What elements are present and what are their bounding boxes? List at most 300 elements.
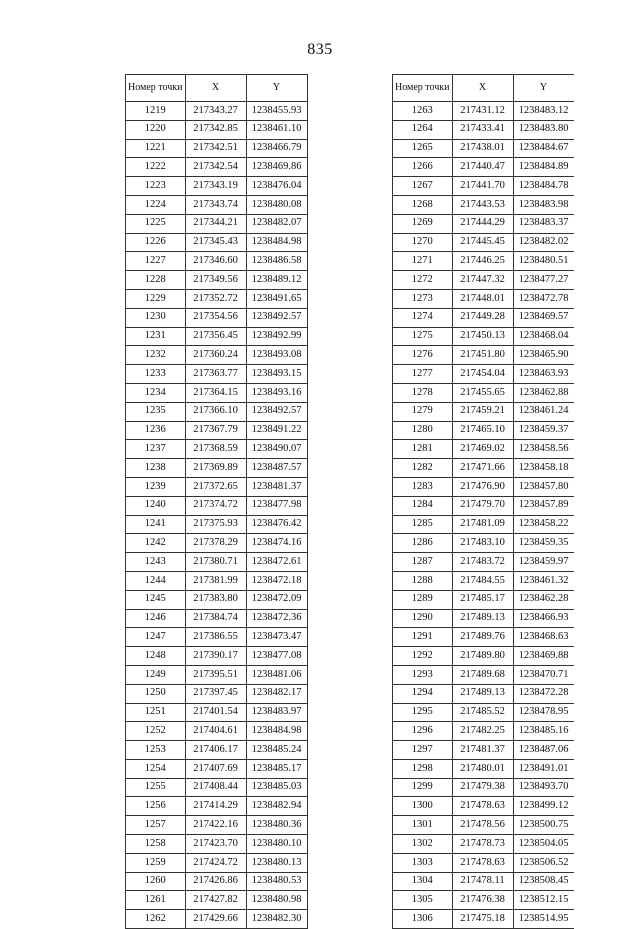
x-coordinate-cell: 217397.45 xyxy=(185,684,246,703)
point-number-cell: 1297 xyxy=(393,741,453,760)
table-row xyxy=(126,891,308,910)
x-coordinate-cell: 217484.55 xyxy=(452,571,513,590)
point-number-cell: 1288 xyxy=(393,571,453,590)
point-number-cell: 1230 xyxy=(126,308,186,327)
y-coordinate-cell: 1238484.78 xyxy=(513,177,574,196)
y-coordinate-cell: 1238514.95 xyxy=(513,910,574,929)
point-number-cell: 1219 xyxy=(126,102,186,121)
x-coordinate-cell: 217478.11 xyxy=(452,872,513,891)
point-number-cell: 1295 xyxy=(393,703,453,722)
x-coordinate-cell: 217441.70 xyxy=(452,177,513,196)
table-row xyxy=(393,214,574,233)
point-number-cell: 1281 xyxy=(393,440,453,459)
y-coordinate-cell: 1238482.17 xyxy=(246,684,307,703)
x-coordinate-cell: 217479.38 xyxy=(452,778,513,797)
x-coordinate-cell: 217345.43 xyxy=(185,233,246,252)
x-coordinate-cell: 217408.44 xyxy=(185,778,246,797)
point-number-cell: 1226 xyxy=(126,233,186,252)
point-number-cell: 1221 xyxy=(126,139,186,158)
coordinates-table-right xyxy=(392,74,574,929)
y-coordinate-cell: 1238480.10 xyxy=(246,835,307,854)
table-row xyxy=(393,477,574,496)
y-coordinate-cell: 1238487.57 xyxy=(246,459,307,478)
table-row xyxy=(393,383,574,402)
header-point-number: Номер точки xyxy=(393,75,453,102)
x-coordinate-cell: 217485.17 xyxy=(452,590,513,609)
point-number-cell: 1296 xyxy=(393,722,453,741)
x-coordinate-cell: 217478.63 xyxy=(452,797,513,816)
y-coordinate-cell: 1238492.99 xyxy=(246,327,307,346)
table-row xyxy=(126,440,308,459)
x-coordinate-cell: 217454.04 xyxy=(452,365,513,384)
x-coordinate-cell: 217401.54 xyxy=(185,703,246,722)
y-coordinate-cell: 1238493.15 xyxy=(246,365,307,384)
point-number-cell: 1227 xyxy=(126,252,186,271)
y-coordinate-cell: 1238472.36 xyxy=(246,609,307,628)
y-coordinate-cell: 1238493.08 xyxy=(246,346,307,365)
x-coordinate-cell: 217390.17 xyxy=(185,647,246,666)
y-coordinate-cell: 1238491.65 xyxy=(246,289,307,308)
point-number-cell: 1246 xyxy=(126,609,186,628)
x-coordinate-cell: 217479.70 xyxy=(452,496,513,515)
y-coordinate-cell: 1238482.02 xyxy=(513,233,574,252)
x-coordinate-cell: 217407.69 xyxy=(185,759,246,778)
point-number-cell: 1238 xyxy=(126,459,186,478)
point-number-cell: 1264 xyxy=(393,120,453,139)
point-number-cell: 1228 xyxy=(126,271,186,290)
x-coordinate-cell: 217445.45 xyxy=(452,233,513,252)
table-row xyxy=(126,496,308,515)
point-number-cell: 1273 xyxy=(393,289,453,308)
x-coordinate-cell: 217369.89 xyxy=(185,459,246,478)
y-coordinate-cell: 1238512.15 xyxy=(513,891,574,910)
point-number-cell: 1247 xyxy=(126,628,186,647)
y-coordinate-cell: 1238477.08 xyxy=(246,647,307,666)
y-coordinate-cell: 1238483.37 xyxy=(513,214,574,233)
table-row xyxy=(393,271,574,290)
table-row xyxy=(126,647,308,666)
y-coordinate-cell: 1238480.08 xyxy=(246,195,307,214)
y-coordinate-cell: 1238481.06 xyxy=(246,665,307,684)
x-coordinate-cell: 217352.72 xyxy=(185,289,246,308)
y-coordinate-cell: 1238486.58 xyxy=(246,252,307,271)
point-number-cell: 1300 xyxy=(393,797,453,816)
point-number-cell: 1284 xyxy=(393,496,453,515)
point-number-cell: 1304 xyxy=(393,872,453,891)
x-coordinate-cell: 217448.01 xyxy=(452,289,513,308)
table-row xyxy=(126,609,308,628)
y-coordinate-cell: 1238480.36 xyxy=(246,816,307,835)
table-row xyxy=(126,233,308,252)
x-coordinate-cell: 217480.01 xyxy=(452,759,513,778)
point-number-cell: 1271 xyxy=(393,252,453,271)
y-coordinate-cell: 1238482.07 xyxy=(246,214,307,233)
x-coordinate-cell: 217475.18 xyxy=(452,910,513,929)
point-number-cell: 1276 xyxy=(393,346,453,365)
x-coordinate-cell: 217424.72 xyxy=(185,853,246,872)
y-coordinate-cell: 1238482.30 xyxy=(246,910,307,929)
y-coordinate-cell: 1238466.79 xyxy=(246,139,307,158)
table-row xyxy=(126,778,308,797)
point-number-cell: 1303 xyxy=(393,853,453,872)
table-row xyxy=(126,177,308,196)
x-coordinate-cell: 217356.45 xyxy=(185,327,246,346)
x-coordinate-cell: 217368.59 xyxy=(185,440,246,459)
x-coordinate-cell: 217346.60 xyxy=(185,252,246,271)
point-number-cell: 1272 xyxy=(393,271,453,290)
table-row xyxy=(393,741,574,760)
point-number-cell: 1255 xyxy=(126,778,186,797)
point-number-cell: 1245 xyxy=(126,590,186,609)
point-number-cell: 1232 xyxy=(126,346,186,365)
x-coordinate-cell: 217451.80 xyxy=(452,346,513,365)
x-coordinate-cell: 217372.65 xyxy=(185,477,246,496)
point-number-cell: 1306 xyxy=(393,910,453,929)
y-coordinate-cell: 1238508.45 xyxy=(513,872,574,891)
point-number-cell: 1285 xyxy=(393,515,453,534)
x-coordinate-cell: 217481.09 xyxy=(452,515,513,534)
table-row xyxy=(126,571,308,590)
y-coordinate-cell: 1238483.12 xyxy=(513,102,574,121)
table-row xyxy=(126,703,308,722)
table-row xyxy=(393,252,574,271)
table-row xyxy=(126,477,308,496)
x-coordinate-cell: 217483.72 xyxy=(452,553,513,572)
point-number-cell: 1275 xyxy=(393,327,453,346)
table-row xyxy=(393,421,574,440)
table-row xyxy=(126,252,308,271)
y-coordinate-cell: 1238485.17 xyxy=(246,759,307,778)
y-coordinate-cell: 1238493.16 xyxy=(246,383,307,402)
x-coordinate-cell: 217478.63 xyxy=(452,853,513,872)
table-row xyxy=(126,289,308,308)
point-number-cell: 1263 xyxy=(393,102,453,121)
table-row xyxy=(393,628,574,647)
y-coordinate-cell: 1238477.27 xyxy=(513,271,574,290)
y-coordinate-cell: 1238461.10 xyxy=(246,120,307,139)
y-coordinate-cell: 1238500.75 xyxy=(513,816,574,835)
table-row xyxy=(126,120,308,139)
x-coordinate-cell: 217375.93 xyxy=(185,515,246,534)
y-coordinate-cell: 1238473.47 xyxy=(246,628,307,647)
x-coordinate-cell: 217384.74 xyxy=(185,609,246,628)
table-row xyxy=(393,778,574,797)
x-coordinate-cell: 217360.24 xyxy=(185,346,246,365)
x-coordinate-cell: 217482.25 xyxy=(452,722,513,741)
x-coordinate-cell: 217476.38 xyxy=(452,891,513,910)
x-coordinate-cell: 217386.55 xyxy=(185,628,246,647)
table-row xyxy=(126,628,308,647)
header-x: X xyxy=(452,75,513,102)
table-row xyxy=(393,590,574,609)
x-coordinate-cell: 217429.66 xyxy=(185,910,246,929)
x-coordinate-cell: 217489.13 xyxy=(452,609,513,628)
table-row xyxy=(126,684,308,703)
y-coordinate-cell: 1238487.06 xyxy=(513,741,574,760)
table-row xyxy=(393,158,574,177)
y-coordinate-cell: 1238480.13 xyxy=(246,853,307,872)
y-coordinate-cell: 1238483.97 xyxy=(246,703,307,722)
table-row xyxy=(393,534,574,553)
point-number-cell: 1223 xyxy=(126,177,186,196)
table-row xyxy=(393,703,574,722)
point-number-cell: 1220 xyxy=(126,120,186,139)
point-number-cell: 1243 xyxy=(126,553,186,572)
table-row xyxy=(393,665,574,684)
point-number-cell: 1231 xyxy=(126,327,186,346)
x-coordinate-cell: 217422.16 xyxy=(185,816,246,835)
y-coordinate-cell: 1238492.57 xyxy=(246,308,307,327)
table-row xyxy=(393,195,574,214)
y-coordinate-cell: 1238484.98 xyxy=(246,233,307,252)
point-number-cell: 1286 xyxy=(393,534,453,553)
point-number-cell: 1257 xyxy=(126,816,186,835)
point-number-cell: 1234 xyxy=(126,383,186,402)
point-number-cell: 1224 xyxy=(126,195,186,214)
table-row xyxy=(126,872,308,891)
table-row xyxy=(393,835,574,854)
x-coordinate-cell: 217447.32 xyxy=(452,271,513,290)
table-row xyxy=(393,308,574,327)
x-coordinate-cell: 217444.29 xyxy=(452,214,513,233)
point-number-cell: 1258 xyxy=(126,835,186,854)
x-coordinate-cell: 217489.13 xyxy=(452,684,513,703)
table-row xyxy=(393,289,574,308)
x-coordinate-cell: 217489.80 xyxy=(452,647,513,666)
y-coordinate-cell: 1238483.80 xyxy=(513,120,574,139)
table-row xyxy=(393,872,574,891)
point-number-cell: 1262 xyxy=(126,910,186,929)
x-coordinate-cell: 217438.01 xyxy=(452,139,513,158)
y-coordinate-cell: 1238455.93 xyxy=(246,102,307,121)
table-row xyxy=(126,910,308,929)
point-number-cell: 1248 xyxy=(126,647,186,666)
table-row xyxy=(126,515,308,534)
x-coordinate-cell: 217459.21 xyxy=(452,402,513,421)
table-row xyxy=(393,233,574,252)
table-row xyxy=(126,459,308,478)
x-coordinate-cell: 217383.80 xyxy=(185,590,246,609)
table-row xyxy=(126,665,308,684)
point-number-cell: 1259 xyxy=(126,853,186,872)
y-coordinate-cell: 1238459.37 xyxy=(513,421,574,440)
x-coordinate-cell: 217469.02 xyxy=(452,440,513,459)
y-coordinate-cell: 1238461.24 xyxy=(513,402,574,421)
point-number-cell: 1287 xyxy=(393,553,453,572)
y-coordinate-cell: 1238469.88 xyxy=(513,647,574,666)
x-coordinate-cell: 217489.76 xyxy=(452,628,513,647)
point-number-cell: 1290 xyxy=(393,609,453,628)
table-row xyxy=(393,684,574,703)
x-coordinate-cell: 217481.37 xyxy=(452,741,513,760)
point-number-cell: 1283 xyxy=(393,477,453,496)
table-row xyxy=(126,741,308,760)
point-number-cell: 1235 xyxy=(126,402,186,421)
page-number: 835 xyxy=(307,41,333,58)
table-row xyxy=(393,440,574,459)
y-coordinate-cell: 1238472.78 xyxy=(513,289,574,308)
y-coordinate-cell: 1238476.42 xyxy=(246,515,307,534)
table-row xyxy=(126,402,308,421)
point-number-cell: 1298 xyxy=(393,759,453,778)
point-number-cell: 1249 xyxy=(126,665,186,684)
x-coordinate-cell: 217404.61 xyxy=(185,722,246,741)
point-number-cell: 1222 xyxy=(126,158,186,177)
table-row xyxy=(393,722,574,741)
table-row xyxy=(393,816,574,835)
y-coordinate-cell: 1238492.57 xyxy=(246,402,307,421)
y-coordinate-cell: 1238477.98 xyxy=(246,496,307,515)
y-coordinate-cell: 1238474.16 xyxy=(246,534,307,553)
point-number-cell: 1254 xyxy=(126,759,186,778)
x-coordinate-cell: 217426.86 xyxy=(185,872,246,891)
table-row xyxy=(126,853,308,872)
point-number-cell: 1269 xyxy=(393,214,453,233)
y-coordinate-cell: 1238499.12 xyxy=(513,797,574,816)
table-row xyxy=(393,609,574,628)
table-row xyxy=(393,177,574,196)
table-row xyxy=(126,158,308,177)
table-row xyxy=(126,553,308,572)
y-coordinate-cell: 1238485.03 xyxy=(246,778,307,797)
point-number-cell: 1250 xyxy=(126,684,186,703)
y-coordinate-cell: 1238466.93 xyxy=(513,609,574,628)
table-row xyxy=(393,797,574,816)
y-coordinate-cell: 1238470.71 xyxy=(513,665,574,684)
x-coordinate-cell: 217374.72 xyxy=(185,496,246,515)
table-row xyxy=(126,590,308,609)
point-number-cell: 1274 xyxy=(393,308,453,327)
table-row xyxy=(126,722,308,741)
y-coordinate-cell: 1238491.01 xyxy=(513,759,574,778)
y-coordinate-cell: 1238458.22 xyxy=(513,515,574,534)
x-coordinate-cell: 217483.10 xyxy=(452,534,513,553)
table-row xyxy=(126,214,308,233)
table-row xyxy=(393,853,574,872)
y-coordinate-cell: 1238468.04 xyxy=(513,327,574,346)
point-number-cell: 1267 xyxy=(393,177,453,196)
y-coordinate-cell: 1238469.86 xyxy=(246,158,307,177)
x-coordinate-cell: 217349.56 xyxy=(185,271,246,290)
y-coordinate-cell: 1238480.98 xyxy=(246,891,307,910)
x-coordinate-cell: 217478.73 xyxy=(452,835,513,854)
header-point-number: Номер точки xyxy=(126,75,186,102)
table-row xyxy=(126,346,308,365)
y-coordinate-cell: 1238459.97 xyxy=(513,553,574,572)
point-number-cell: 1225 xyxy=(126,214,186,233)
point-number-cell: 1241 xyxy=(126,515,186,534)
right-table-body xyxy=(393,102,574,929)
y-coordinate-cell: 1238484.67 xyxy=(513,139,574,158)
y-coordinate-cell: 1238491.22 xyxy=(246,421,307,440)
table-row xyxy=(126,816,308,835)
point-number-cell: 1299 xyxy=(393,778,453,797)
x-coordinate-cell: 217342.85 xyxy=(185,120,246,139)
x-coordinate-cell: 217471.66 xyxy=(452,459,513,478)
table-row xyxy=(393,102,574,121)
y-coordinate-cell: 1238468.63 xyxy=(513,628,574,647)
y-coordinate-cell: 1238482.94 xyxy=(246,797,307,816)
point-number-cell: 1261 xyxy=(126,891,186,910)
point-number-cell: 1289 xyxy=(393,590,453,609)
y-coordinate-cell: 1238485.16 xyxy=(513,722,574,741)
x-coordinate-cell: 217343.74 xyxy=(185,195,246,214)
y-coordinate-cell: 1238472.09 xyxy=(246,590,307,609)
y-coordinate-cell: 1238480.51 xyxy=(513,252,574,271)
header-y: Y xyxy=(246,75,307,102)
table-row xyxy=(393,647,574,666)
table-row xyxy=(393,891,574,910)
y-coordinate-cell: 1238483.98 xyxy=(513,195,574,214)
x-coordinate-cell: 217380.71 xyxy=(185,553,246,572)
x-coordinate-cell: 217433.41 xyxy=(452,120,513,139)
point-number-cell: 1252 xyxy=(126,722,186,741)
y-coordinate-cell: 1238469.57 xyxy=(513,308,574,327)
table-row xyxy=(393,327,574,346)
y-coordinate-cell: 1238465.90 xyxy=(513,346,574,365)
point-number-cell: 1251 xyxy=(126,703,186,722)
table-row xyxy=(393,910,574,929)
header-x: X xyxy=(185,75,246,102)
point-number-cell: 1229 xyxy=(126,289,186,308)
table-row xyxy=(126,835,308,854)
table-row xyxy=(393,346,574,365)
point-number-cell: 1265 xyxy=(393,139,453,158)
point-number-cell: 1301 xyxy=(393,816,453,835)
y-coordinate-cell: 1238484.98 xyxy=(246,722,307,741)
point-number-cell: 1237 xyxy=(126,440,186,459)
y-coordinate-cell: 1238485.24 xyxy=(246,741,307,760)
y-coordinate-cell: 1238481.37 xyxy=(246,477,307,496)
x-coordinate-cell: 217450.13 xyxy=(452,327,513,346)
table-row xyxy=(126,271,308,290)
point-number-cell: 1292 xyxy=(393,647,453,666)
y-coordinate-cell: 1238484.89 xyxy=(513,158,574,177)
x-coordinate-cell: 217455.65 xyxy=(452,383,513,402)
x-coordinate-cell: 217465.10 xyxy=(452,421,513,440)
table-row xyxy=(393,496,574,515)
y-coordinate-cell: 1238463.93 xyxy=(513,365,574,384)
x-coordinate-cell: 217344.21 xyxy=(185,214,246,233)
point-number-cell: 1244 xyxy=(126,571,186,590)
y-coordinate-cell: 1238504.05 xyxy=(513,835,574,854)
table-row xyxy=(126,195,308,214)
x-coordinate-cell: 217446.25 xyxy=(452,252,513,271)
x-coordinate-cell: 217364.15 xyxy=(185,383,246,402)
x-coordinate-cell: 217354.56 xyxy=(185,308,246,327)
point-number-cell: 1242 xyxy=(126,534,186,553)
point-number-cell: 1294 xyxy=(393,684,453,703)
x-coordinate-cell: 217381.99 xyxy=(185,571,246,590)
y-coordinate-cell: 1238472.28 xyxy=(513,684,574,703)
x-coordinate-cell: 217489.68 xyxy=(452,665,513,684)
y-coordinate-cell: 1238458.56 xyxy=(513,440,574,459)
y-coordinate-cell: 1238457.80 xyxy=(513,477,574,496)
coordinates-table-left xyxy=(125,74,308,929)
point-number-cell: 1268 xyxy=(393,195,453,214)
point-number-cell: 1282 xyxy=(393,459,453,478)
point-number-cell: 1233 xyxy=(126,365,186,384)
point-number-cell: 1291 xyxy=(393,628,453,647)
point-number-cell: 1305 xyxy=(393,891,453,910)
y-coordinate-cell: 1238489.12 xyxy=(246,271,307,290)
table-row xyxy=(393,139,574,158)
table-row xyxy=(393,459,574,478)
x-coordinate-cell: 217440.47 xyxy=(452,158,513,177)
y-coordinate-cell: 1238459.35 xyxy=(513,534,574,553)
y-coordinate-cell: 1238472.18 xyxy=(246,571,307,590)
x-coordinate-cell: 217431.12 xyxy=(452,102,513,121)
